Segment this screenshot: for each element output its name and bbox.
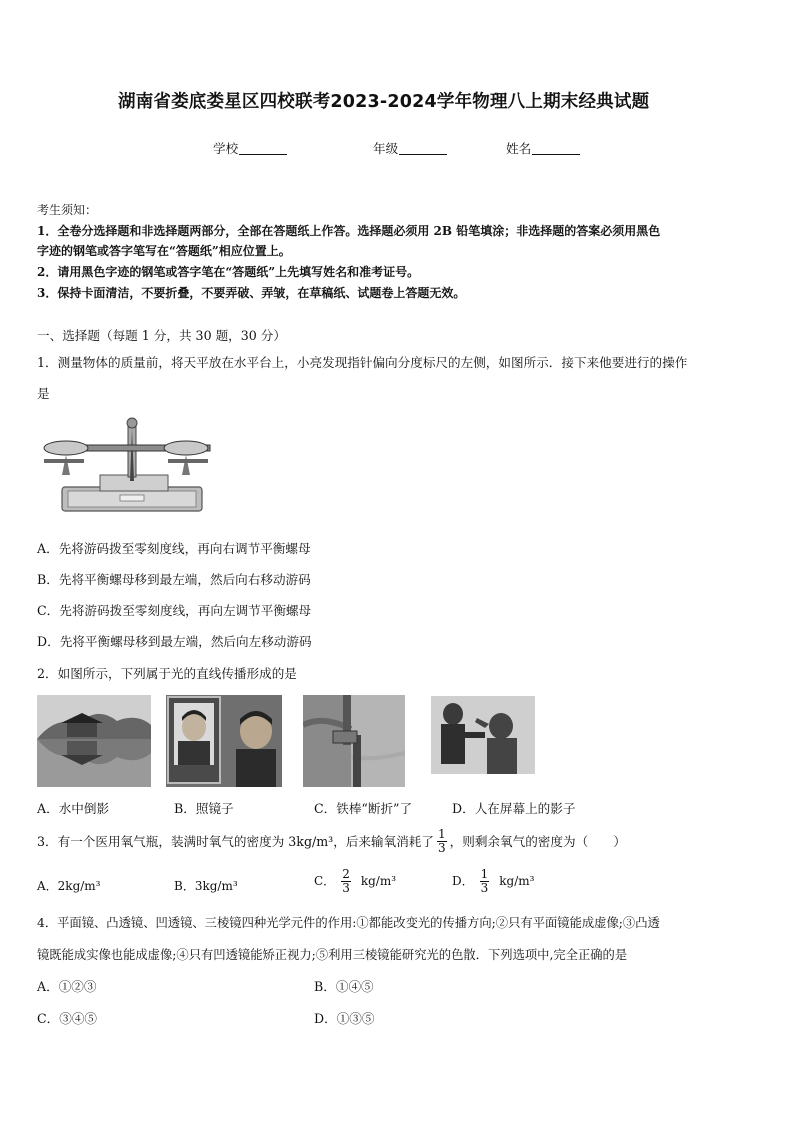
notice-line1a: 1．全卷分选择题和非选择题两部分，全部在答题纸上作答。选择题必须用 2B 铅笔填涂；非选择题的答案必须用黑色 — [37, 224, 661, 238]
school-field — [213, 141, 287, 156]
q3-option-a: A．2kg/m³ — [37, 879, 101, 893]
q1-option-b: B．先将平衡螺母移到最左端，然后向右移动游码 — [37, 572, 311, 587]
q2-stem: 2．如图所示，下列属于光的直线传播形成的是 — [37, 666, 297, 681]
q4-option-d: D．①③⑤ — [314, 1011, 375, 1026]
mirror-image — [166, 695, 282, 787]
q3-fraction-numerator: 1 — [438, 827, 446, 841]
q3-option-c-numerator: 2 — [342, 867, 350, 881]
q1-stem-line2: 是 — [37, 386, 50, 401]
q4-stem-line2: 镜既能成实像也能成虚像;④只有凹透镜能矫正视力;⑤利用三棱镜能研究光的色散．下列选项中,完全正确的是 — [37, 948, 628, 962]
q3-option-c-unit: kg/m³ — [360, 874, 397, 888]
q2-option-c: C．铁棒“断折”了 — [314, 801, 413, 816]
q3-option-b: B．3kg/m³ — [174, 879, 238, 893]
q1-option-a: A．先将游码拨至零刻度线，再向右调节平衡螺母 — [37, 541, 311, 556]
name-blank — [532, 142, 580, 155]
q3-fraction-denominator: 3 — [438, 841, 446, 855]
q4-option-c: C．③④⑤ — [37, 1011, 98, 1026]
q3-option-c-label: C． — [314, 874, 336, 888]
q3-stem-part1: 3．有一个医用氧气瓶，装满时氧气的密度为 3kg/m³，后来输氧消耗了 — [37, 834, 434, 849]
notice-line3: 3．保持卡面清洁，不要折叠，不要弄破、弄皱，在草稿纸、试题卷上答题无效。 — [37, 286, 466, 300]
grade-field — [373, 141, 447, 156]
q3-option-c-fraction — [341, 868, 351, 895]
notice-heading: 考生须知： — [37, 203, 98, 217]
q2-option-b: B．照镜子 — [174, 801, 234, 816]
q3-option-d-unit: kg/m³ — [499, 874, 535, 888]
q2-option-d: D．人在屏幕上的影子 — [452, 801, 576, 816]
q4-option-b: B．①④⑤ — [314, 979, 374, 994]
q4-option-a: A．①②③ — [37, 979, 97, 994]
q3-option-d-numerator: 1 — [480, 867, 489, 881]
name-label: 姓名 — [506, 141, 532, 156]
bent-rod-image — [303, 695, 405, 787]
q3-option-d — [452, 868, 534, 895]
q3-option-c — [314, 868, 396, 895]
balance-scale-image — [40, 415, 212, 519]
school-blank — [239, 142, 287, 155]
shadow-image — [431, 696, 535, 774]
water-reflection-image — [37, 695, 151, 787]
q1-option-c: C．先将游码拨至零刻度线，再向左调节平衡螺母 — [37, 603, 312, 618]
q4-stem-line1: 4．平面镜、凸透镜、凹透镜、三棱镜四种光学元件的作用:①都能改变光的传播方向;②只有平面镜能成虚像;③凸透 — [37, 916, 660, 930]
grade-label: 年级 — [373, 141, 399, 156]
page-title: 湖南省娄底娄星区四校联考2023-2024学年物理八上期末经典试题 — [118, 92, 650, 112]
notice-line1b: 字迹的钢笔或答字笔写在“答题纸”相应位置上。 — [37, 244, 291, 258]
q3-stem — [37, 828, 626, 855]
name-field — [506, 141, 580, 156]
grade-blank — [399, 142, 447, 155]
school-label: 学校 — [213, 141, 239, 156]
q3-option-d-fraction — [480, 868, 490, 895]
q3-fraction — [437, 828, 447, 855]
q2-option-a: A．水中倒影 — [37, 801, 110, 816]
q3-option-d-denominator: 3 — [480, 881, 489, 895]
q1-stem-line1: 1．测量物体的质量前，将天平放在水平台上，小亮发现指针偏向分度标尺的左侧，如图所示．接下来他要进行的操作 — [37, 355, 688, 370]
q3-option-c-denominator: 3 — [342, 881, 350, 895]
q3-stem-part2: ，则剩余氧气的密度为（ ） — [449, 834, 626, 849]
section-heading: 一、选择题（每题 1 分，共 30 题，30 分） — [37, 328, 286, 343]
notice-line2: 2．请用黑色字迹的钢笔或答字笔在“答题纸”上先填写姓名和准考证号。 — [37, 265, 420, 279]
q3-option-d-label: D． — [452, 874, 474, 888]
q1-option-d: D．先将平衡螺母移到最左端，然后向左移动游码 — [37, 634, 312, 649]
